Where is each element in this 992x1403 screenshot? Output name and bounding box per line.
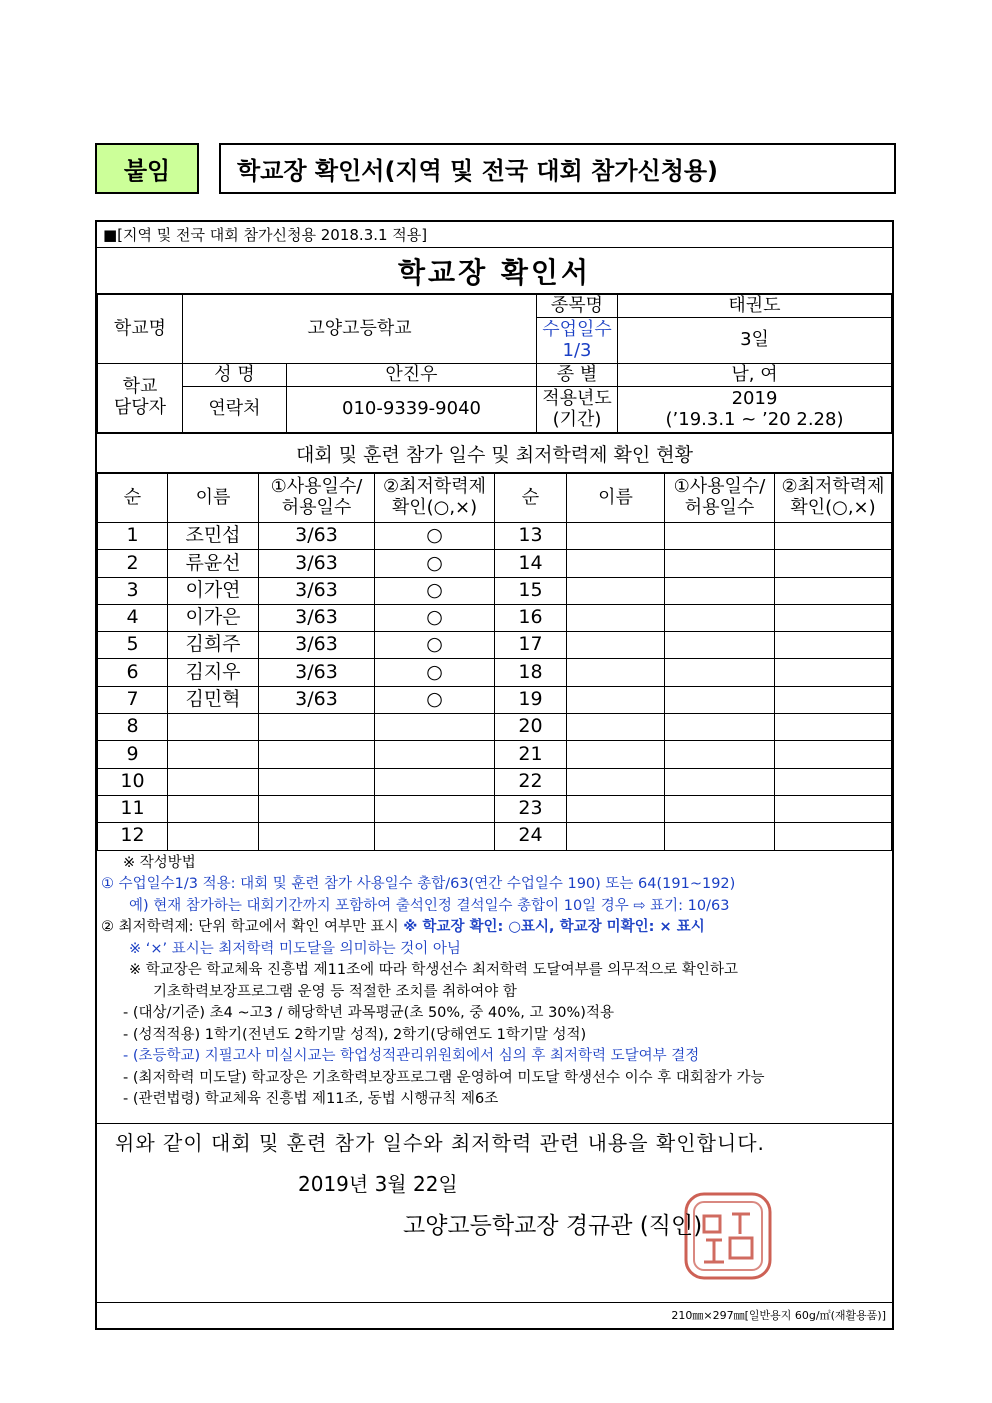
school-info-table	[97, 294, 892, 433]
table-row	[98, 686, 892, 713]
row-no: 15	[495, 577, 567, 604]
gender-value: 남, 여	[618, 364, 892, 387]
row-name: 류윤선	[168, 550, 259, 577]
row-no: 18	[495, 659, 567, 686]
class-days-value: 3일	[618, 318, 892, 364]
row-days	[665, 823, 775, 850]
row-check	[775, 741, 892, 768]
detail-5: - (관련법령) 학교체육 진흥법 제11조, 동법 시행규칙 제6조	[123, 1091, 499, 1108]
row-name	[168, 741, 259, 768]
note-4a: ※ 학교장은 학교체육 진흥법 제11조에 따라 학생선수 최저학력 도달여부를 의무적으로 확인하고	[129, 962, 738, 979]
row-name	[567, 741, 665, 768]
row-no: 3	[98, 577, 168, 604]
row-no: 9	[98, 741, 168, 768]
col-days: ①사용일수/ 허용일수	[665, 474, 775, 523]
row-check	[375, 795, 495, 822]
row-check: ○	[375, 550, 495, 577]
row-no: 12	[98, 823, 168, 850]
school-name-label: 학교명	[98, 295, 183, 364]
row-name: 조민섭	[168, 523, 259, 550]
row-check: ○	[375, 659, 495, 686]
table-row	[98, 795, 892, 822]
detail-3: - (초등학교) 지필고사 미실시교는 학업성적관리위원회에서 심의 후 최저학력 도달여부 결정	[123, 1048, 700, 1065]
col-check: ②최저학력제 확인(○,×)	[375, 474, 495, 523]
row-days	[665, 686, 775, 713]
row-no: 10	[98, 768, 168, 795]
row-check	[775, 714, 892, 741]
row-check	[375, 768, 495, 795]
detail-4: - (최저학력 미도달) 학교장은 기초학력보장프로그램 운영하여 미도달 학생선수 이수 후 대회참가 가능	[123, 1069, 765, 1086]
row-name	[567, 714, 665, 741]
row-no: 21	[495, 741, 567, 768]
row-days	[665, 659, 775, 686]
form-title: 학교장 확인서	[97, 248, 892, 294]
row-no: 1	[98, 523, 168, 550]
signer-line: 고양고등학교장 경규관 (직인)	[403, 1213, 703, 1239]
note-3: ※ ‘×’ 표시는 최저학력 미도달을 의미하는 것이 아님	[129, 940, 461, 957]
row-no: 2	[98, 550, 168, 577]
issue-date: 2019년 3월 22일	[298, 1172, 458, 1196]
sport-value: 태권도	[618, 295, 892, 318]
row-days	[665, 741, 775, 768]
row-name	[168, 795, 259, 822]
detail-2: - (성적적용) 1학기(전년도 2학기말 성적), 2학기(당해연도 1학기말 성적)	[123, 1026, 587, 1043]
row-name	[567, 523, 665, 550]
row-name	[567, 795, 665, 822]
row-name	[567, 604, 665, 631]
detail-1: - (대상/기준) 초4 ~고3 / 해당학년 과목평균(초 50%, 중 40%, 고 30%)적용	[123, 1005, 614, 1022]
row-days	[665, 523, 775, 550]
roster-header	[98, 474, 892, 523]
confirmation-statement: 위와 같이 대회 및 훈련 참가 일수와 최저학력 관련 내용을 확인합니다.	[115, 1131, 765, 1155]
teacher-name-label: 성 명	[183, 364, 287, 387]
row-name: 김희주	[168, 632, 259, 659]
row-no: 20	[495, 714, 567, 741]
row-days: 3/63	[259, 577, 375, 604]
row-name: 이가연	[168, 577, 259, 604]
teacher-label: 학교 담당자	[98, 364, 183, 433]
row-no: 4	[98, 604, 168, 631]
note-2: ② 최저학력제: 단위 학교에서 확인 여부만 표시 ※ 학교장 확인: ○표시, 학교장 미확인: × 표시	[101, 919, 705, 936]
attachment-title: 학교장 확인서(지역 및 전국 대회 참가신청용)	[219, 143, 896, 194]
row-check	[775, 523, 892, 550]
row-days	[259, 823, 375, 850]
table-row	[98, 550, 892, 577]
col-check: ②최저학력제 확인(○,×)	[775, 474, 892, 523]
row-check	[775, 604, 892, 631]
note-4b: 기초학력보장프로그램 운영 등 적절한 조치를 취하여야 함	[153, 983, 517, 1000]
note-1a: ① 수업일수1/3 적용: 대회 및 훈련 참가 사용일수 총합/63(연간 수업일수 190) 또는 64(191~192)	[101, 876, 736, 893]
row-days: 3/63	[259, 550, 375, 577]
row-name: 김민혁	[168, 686, 259, 713]
row-no: 14	[495, 550, 567, 577]
row-days	[259, 714, 375, 741]
row-check	[775, 686, 892, 713]
row-check	[775, 632, 892, 659]
note-1b: 예) 현재 참가하는 대회기간까지 포함하여 출석인정 결석일수 총합이 10일 경우 ⇨ 표기: 10/63	[129, 897, 730, 914]
row-no: 24	[495, 823, 567, 850]
paper-info: 210㎜×297㎜[일반용지 60g/㎡(재활용품)]	[97, 1302, 892, 1328]
teacher-name-value: 안진우	[287, 364, 537, 387]
row-no: 5	[98, 632, 168, 659]
row-days	[665, 550, 775, 577]
row-name	[567, 768, 665, 795]
row-name	[567, 632, 665, 659]
row-days	[259, 795, 375, 822]
row-check: ○	[375, 577, 495, 604]
row-check	[775, 823, 892, 850]
row-check	[775, 577, 892, 604]
gender-label: 종 별	[537, 364, 618, 387]
row-name: 이가은	[168, 604, 259, 631]
col-name: 이름	[567, 474, 665, 523]
row-no: 7	[98, 686, 168, 713]
section-title: 대회 및 훈련 참가 일수 및 최저학력제 확인 현황	[97, 433, 892, 473]
row-no: 16	[495, 604, 567, 631]
table-row	[98, 768, 892, 795]
row-no: 8	[98, 714, 168, 741]
col-no: 순	[98, 474, 168, 523]
row-days: 3/63	[259, 523, 375, 550]
col-no: 순	[495, 474, 567, 523]
row-days: 3/63	[259, 659, 375, 686]
form-header-note: ■[지역 및 전국 대회 참가신청용 2018.3.1 적용]	[97, 222, 892, 248]
table-row	[98, 523, 892, 550]
col-name: 이름	[168, 474, 259, 523]
sport-label: 종목명	[537, 295, 618, 318]
row-name: 김지우	[168, 659, 259, 686]
class-days-label: 수업일수 1/3	[537, 318, 618, 364]
row-days	[259, 768, 375, 795]
writing-instructions	[97, 851, 892, 1111]
row-check	[375, 741, 495, 768]
row-days	[665, 714, 775, 741]
row-check	[775, 550, 892, 577]
row-days	[665, 604, 775, 631]
row-no: 11	[98, 795, 168, 822]
row-check: ○	[375, 523, 495, 550]
row-check	[375, 823, 495, 850]
year-value: 2019 (’19.3.1 ~ ’20 2.28)	[618, 387, 892, 433]
table-row	[98, 823, 892, 850]
table-row	[98, 714, 892, 741]
table-row	[98, 741, 892, 768]
row-name	[168, 823, 259, 850]
attachment-tag: 붙임	[95, 143, 199, 194]
table-row	[98, 577, 892, 604]
confirmation-form	[95, 220, 894, 1330]
col-days: ①사용일수/ 허용일수	[259, 474, 375, 523]
row-no: 6	[98, 659, 168, 686]
row-days	[259, 741, 375, 768]
row-no: 22	[495, 768, 567, 795]
row-name	[567, 659, 665, 686]
school-name-value: 고양고등학교	[183, 295, 537, 364]
table-row	[98, 604, 892, 631]
row-no: 23	[495, 795, 567, 822]
row-check: ○	[375, 686, 495, 713]
table-row	[98, 632, 892, 659]
row-name	[567, 686, 665, 713]
row-check	[775, 659, 892, 686]
roster-table	[97, 473, 892, 851]
row-days	[665, 632, 775, 659]
row-days	[665, 768, 775, 795]
row-check	[775, 768, 892, 795]
row-days: 3/63	[259, 632, 375, 659]
row-name	[567, 550, 665, 577]
row-name	[168, 714, 259, 741]
row-days: 3/63	[259, 604, 375, 631]
row-check: ○	[375, 604, 495, 631]
row-no: 19	[495, 686, 567, 713]
row-name	[168, 768, 259, 795]
row-days	[665, 577, 775, 604]
row-days: 3/63	[259, 686, 375, 713]
year-label: 적용년도 (기간)	[537, 387, 618, 433]
row-check: ○	[375, 632, 495, 659]
row-check	[375, 714, 495, 741]
row-check	[775, 795, 892, 822]
row-no: 13	[495, 523, 567, 550]
row-days	[665, 795, 775, 822]
table-row	[98, 659, 892, 686]
contact-value: 010-9339-9040	[287, 387, 537, 433]
row-name	[567, 577, 665, 604]
row-name	[567, 823, 665, 850]
notes-heading: ※ 작성방법	[123, 854, 196, 871]
row-no: 17	[495, 632, 567, 659]
contact-label: 연락처	[183, 387, 287, 433]
